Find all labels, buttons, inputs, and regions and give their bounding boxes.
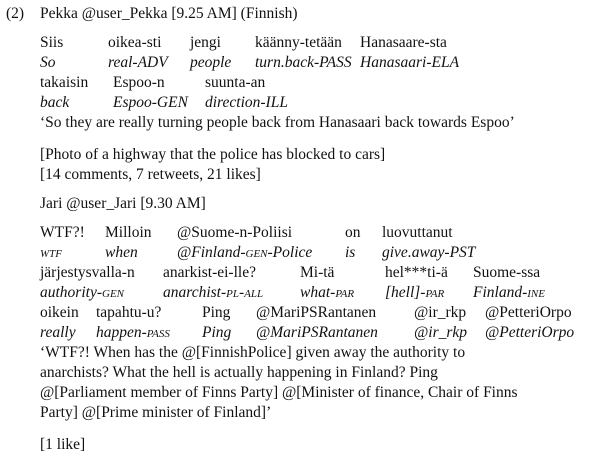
gloss-morph: authority-gen <box>40 284 124 301</box>
gloss-morph: turn.back-PASS <box>255 54 352 71</box>
gloss-word: @PetteriOrpo <box>485 304 572 321</box>
gloss-morph: really <box>40 324 76 341</box>
gloss-word: jengi <box>190 34 221 51</box>
gloss-word: Suome-ssa <box>473 264 541 281</box>
gloss-morph: back <box>40 94 70 111</box>
gloss-word: suunta-an <box>205 74 266 91</box>
gloss-word: takaisin <box>40 74 89 91</box>
gloss-word: Mi-tä <box>300 264 335 281</box>
tweet2-stats: [1 like] <box>40 436 86 453</box>
gloss-word: oikein <box>40 304 79 321</box>
gloss-morph: is <box>345 244 356 261</box>
gloss-morph: [hell]-par <box>385 284 445 301</box>
gloss-morph: when <box>105 244 138 261</box>
tweet2-translation-line4: Party] @[Prime minister of Finland]’ <box>40 404 272 421</box>
gloss-word: tapahtu-u? <box>96 304 162 321</box>
gloss-morph: give.away-PST <box>382 244 476 261</box>
gloss-word: WTF?! <box>40 224 85 241</box>
gloss-morph: Espoo-GEN <box>113 94 188 111</box>
gloss-morph: wtf <box>40 244 62 261</box>
gloss-word: Ping <box>202 304 231 321</box>
gloss-morph: real-ADV <box>108 54 168 71</box>
gloss-word: Hanasaare-sta <box>360 34 447 51</box>
gloss-morph: people <box>190 54 232 71</box>
gloss-word: järjestysvalla-n <box>40 264 135 281</box>
tweet2-header: Jari @user_Jari [9.30 AM] <box>40 195 206 212</box>
gloss-morph: what-par <box>300 284 355 301</box>
tweet1-header: Pekka @user_Pekka [9.25 AM] (Finnish) <box>40 5 298 22</box>
gloss-word: luovuttanut <box>382 224 453 241</box>
tweet1-photo-note: [Photo of a highway that the police has blocked to cars] <box>40 146 386 163</box>
gloss-morph: anarchist-pl-all <box>163 284 264 301</box>
gloss-word: Milloin <box>105 224 152 241</box>
example-number: (2) <box>6 5 25 22</box>
gloss-word: hel***ti-ä <box>385 264 448 281</box>
gloss-morph: Ping <box>202 324 232 341</box>
gloss-word: oikea-sti <box>108 34 162 51</box>
gloss-word: Espoo-n <box>113 74 165 91</box>
gloss-morph: happen-pass <box>96 324 170 341</box>
gloss-morph: direction-ILL <box>205 94 288 111</box>
gloss-morph: So <box>40 54 56 71</box>
gloss-word: @MariPSRantanen <box>256 304 377 321</box>
gloss-morph: @MariPSRantanen <box>256 324 378 341</box>
tweet2-translation-line1: ‘WTF?! When has the @[FinnishPolice] given away the authority to <box>40 344 466 361</box>
gloss-word: anarkist-ei-lle? <box>163 264 256 281</box>
gloss-morph: @ir_rkp <box>414 324 468 341</box>
tweet1-translation: ‘So they are really turning people back from Hanasaari back towards Espoo’ <box>40 114 515 131</box>
gloss-morph: Hanasaari-ELA <box>360 54 460 71</box>
gloss-morph: @PetteriOrpo <box>485 324 575 341</box>
gloss-word: käänny-tetään <box>255 34 342 51</box>
gloss-word: on <box>345 224 361 241</box>
gloss-morph: Finland-ine <box>473 284 545 301</box>
gloss-word: @ir_rkp <box>414 304 467 321</box>
tweet2-translation-line2: anarchists? What the hell is actually happening in Finland? Ping <box>40 364 438 381</box>
gloss-morph: @Finland-gen-Police <box>177 244 313 261</box>
tweet1-stats: [14 comments, 7 retweets, 21 likes] <box>40 166 261 183</box>
tweet2-translation-line3: @[Parliament member of Finns Party] @[Minister of finance, Chair of Finns <box>40 384 518 401</box>
gloss-word: @Suome-n-Poliisi <box>177 224 293 241</box>
gloss-word: Siis <box>40 34 64 51</box>
